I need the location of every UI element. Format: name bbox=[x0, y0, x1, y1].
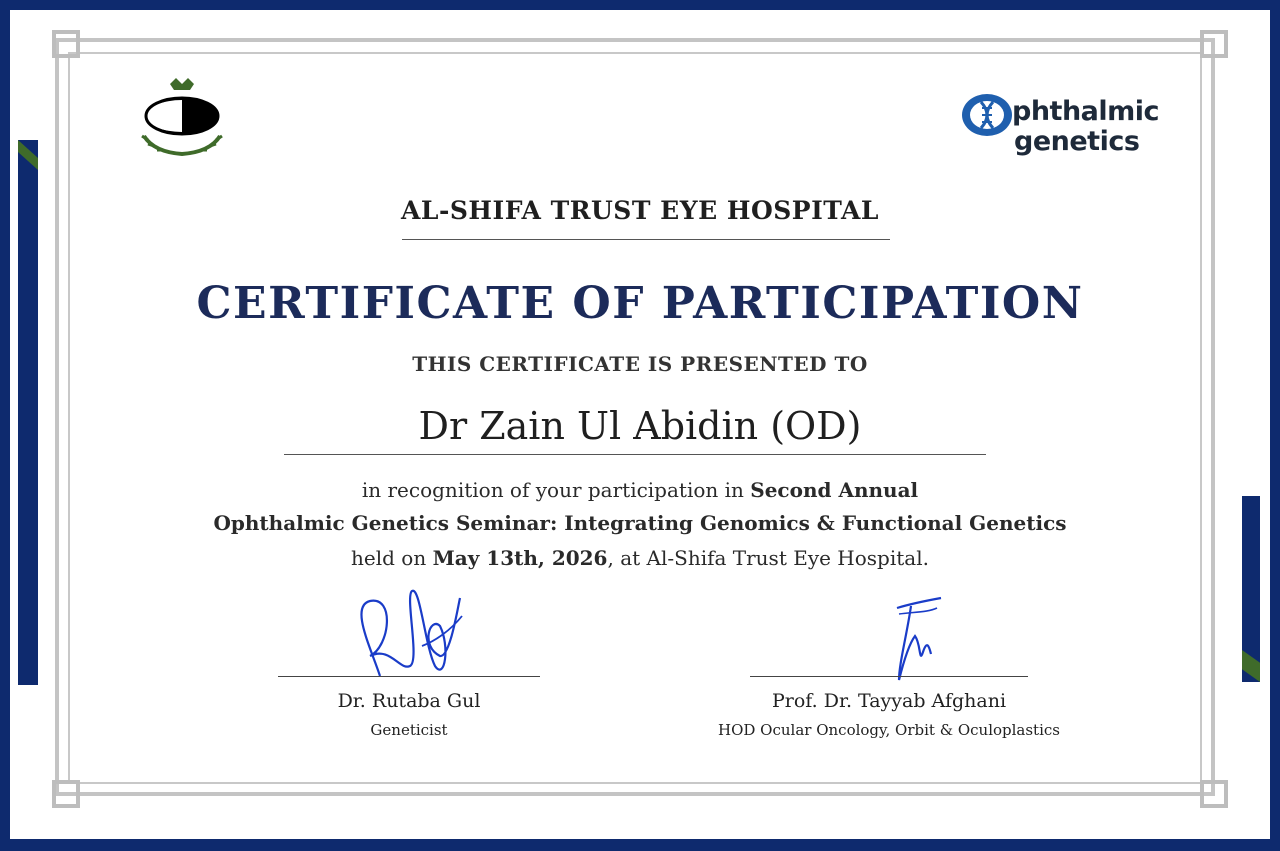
body-line-1 bbox=[0, 478, 1280, 502]
dna-eye-icon bbox=[960, 92, 1014, 138]
recipient-underline bbox=[284, 454, 986, 455]
body-line3-bold: May 13th, 2026 bbox=[432, 546, 608, 570]
signatory-name-left: Dr. Rutaba Gul bbox=[337, 690, 481, 712]
body-line3-prefix: held on bbox=[351, 546, 433, 570]
body-line-3 bbox=[0, 546, 1280, 570]
corner-bottom-right bbox=[1200, 780, 1228, 808]
recipient-name: Dr Zain Ul Abidin (OD) bbox=[418, 404, 862, 448]
signature-line-right bbox=[750, 676, 1028, 677]
signatory-role-left: Geneticist bbox=[370, 721, 448, 739]
logo-line1: phthalmic bbox=[1012, 96, 1160, 127]
corner-top-right bbox=[1200, 30, 1228, 58]
signatory-name-right: Prof. Dr. Tayyab Afghani bbox=[771, 690, 1007, 712]
hospital-name-underline bbox=[402, 239, 890, 240]
body-line1-prefix: in recognition of your participation in bbox=[361, 478, 751, 502]
signatory-role-right: HOD Ocular Oncology, Orbit & Oculoplastics bbox=[718, 721, 1060, 739]
body-line2-bold: Ophthalmic Genetics Seminar: Integrating Genomics & Functional Genetics bbox=[213, 511, 1067, 535]
body-line1-bold: Second Annual bbox=[750, 478, 919, 502]
hospital-emblem-icon bbox=[132, 74, 232, 164]
hospital-name: AL-SHIFA TRUST EYE HOSPITAL bbox=[401, 196, 879, 225]
presented-to-label: THIS CERTIFICATE IS PRESENTED TO bbox=[412, 352, 868, 376]
ophthalmic-genetics-logo bbox=[958, 90, 1158, 160]
signature-right bbox=[885, 594, 955, 686]
signature-line-left bbox=[278, 676, 540, 677]
corner-bottom-left bbox=[52, 780, 80, 808]
corner-top-left bbox=[52, 30, 80, 58]
body-line-2 bbox=[0, 511, 1280, 535]
signature-left bbox=[350, 586, 470, 686]
certificate-title: CERTIFICATE OF PARTICIPATION bbox=[196, 278, 1084, 329]
body-line3-suffix: , at Al-Shifa Trust Eye Hospital. bbox=[607, 546, 929, 570]
logo-line2: genetics bbox=[1014, 126, 1140, 157]
